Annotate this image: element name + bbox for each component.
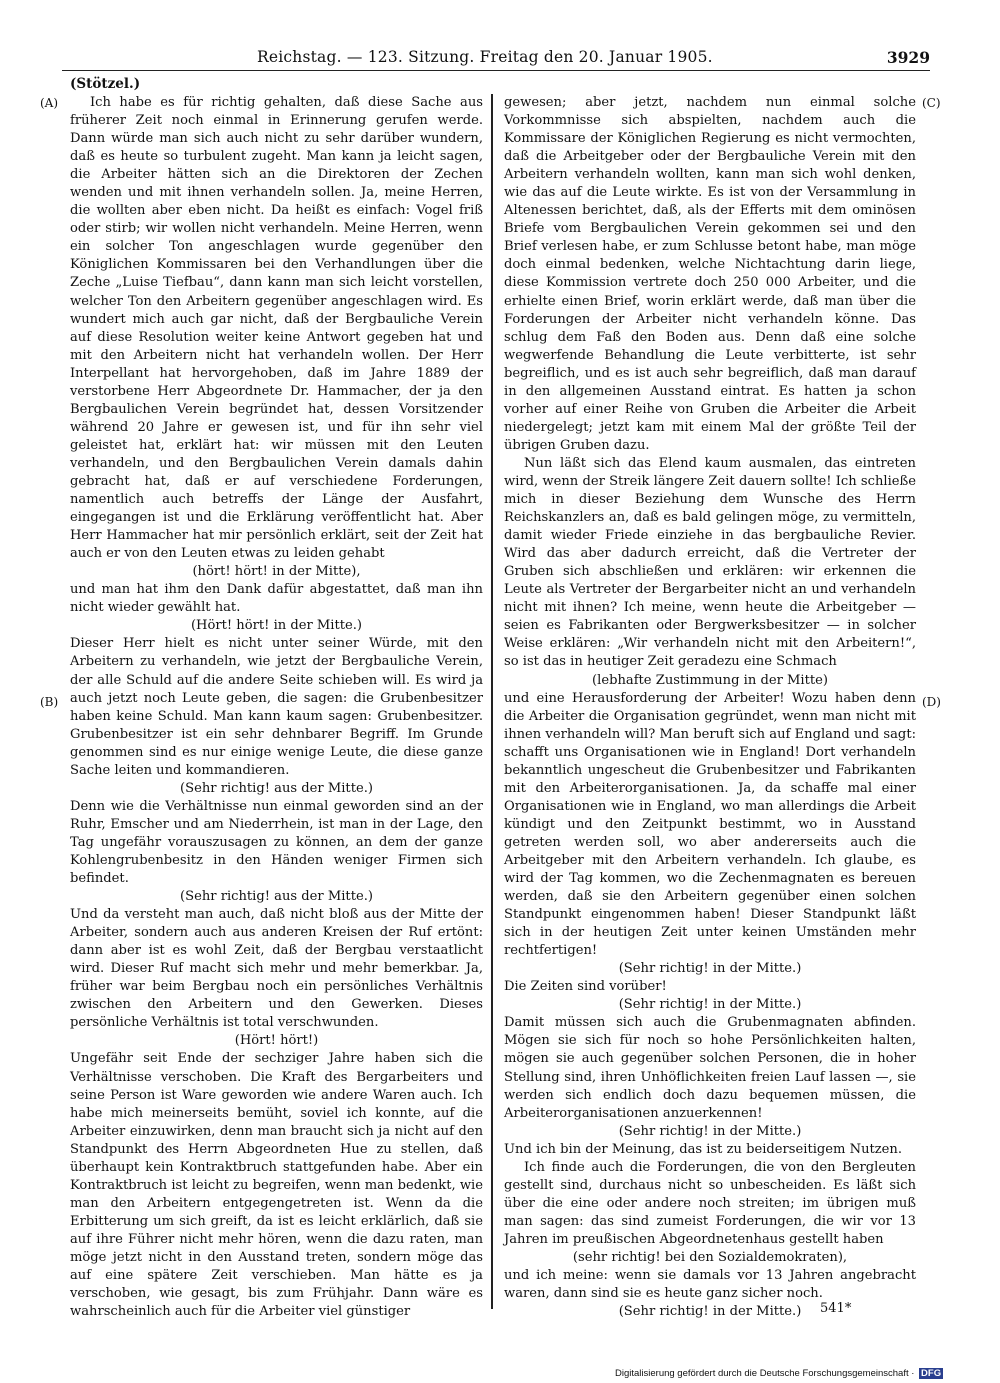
funding-footer	[615, 1368, 943, 1379]
margin-marker-b: (B)	[40, 695, 59, 709]
right-column	[504, 94, 916, 1321]
paragraph: Die Zeiten sind vorüber!	[504, 979, 667, 995]
interjection: (Hört! hört! in der Mitte.)	[190, 618, 363, 634]
signature-mark: 541*	[820, 1301, 852, 1316]
interjection: (Hört! hört!)	[234, 1033, 319, 1049]
interjection: (lebhafte Zustimmung in der Mitte)	[592, 672, 828, 688]
page-number: 3929	[886, 48, 930, 67]
margin-marker-c: (C)	[922, 96, 941, 110]
interjection: (Sehr richtig! aus der Mitte.)	[180, 780, 373, 796]
interjection: (Sehr richtig! in der Mitte.)	[618, 1123, 802, 1139]
paragraph: Ich finde auch die Forderungen, die von den Bergleuten gestellt sind, durchaus nicht so unbescheiden. Es läßt sich über die eine oder andere noch streiten; im übrigen muß man sagen: das sind zumeist Forderungen, die wir vor 13 Jahren im preußischen Abgeordnetenhaus gestellt haben	[504, 1159, 916, 1247]
margin-marker-a: (A)	[40, 96, 59, 110]
paragraph: Und da versteht man auch, daß nicht bloß aus der Mitte der Arbeiter, sondern auch aus anderen Kreisen der Ruf ertönt: dann aber ist es wohl Zeit, daß der Bergbau verstaatlicht wird. Dieser Ruf macht sich mehr und mehr bemerkbar. Ja, früher war beim Bergbau noch ein persönliches Verhältnis zwischen den Arbeitern und den Gewerken. Dieses persönliche Verhältnis ist total verschwunden.	[70, 907, 483, 1031]
left-column	[70, 94, 483, 1321]
header-rule	[62, 70, 930, 71]
paragraph: gewesen; aber jetzt, nachdem nun einmal solche Vorkommnisse sich abspielten, nachdem auch die Kommissare der Königlichen Regierung es nicht vermochten, daß die Arbeitgeber oder der Bergbauliche Verein mit den Arbeitern verhandeln wollten, kann man sich wohl denken, wie das auf die Leute wirkte. Es ist von der Versammlung in Altenessen berichtet, daß, als der Efferts mit dem ominösen Briefe vom Bergbaulichen Verein gekommen sei und den Brief verlesen habe, er zum Schlusse betont habe, man möge doch einmal bedenken, welche Nichtachtung darin liege, diese Kommission vertrete doch 250 000 Arbeiter, und die erhielte einen Brief, worin erklärt werde, daß man über die Forderungen der Arbeiter nicht verhandeln könne. Das schlug dem Faß den Boden aus. Denn daß eine solche wegwerfende Behandlung die Leute verbitterte, ist sehr begreiflich, und es ist auch sehr begreiflich, daß man darauf in den allgemeinen Ausstand eintrat. Es hatten ja schon vorher auf einer Reihe von Gruben die Arbeiter die Arbeit niedergelegt; jetzt kam mit einem Mal der größte Teil der übrigen Gruben dazu.	[504, 95, 916, 453]
interjection: (hört! hört! in der Mitte),	[192, 564, 361, 580]
paragraph: Nun läßt sich das Elend kaum ausmalen, das eintreten wird, wenn der Streik längere Zeit dauern sollte! Ich schließe mich in dieser Beziehung dem Wunsche des Herrn Reichskanzlers an, daß es bald gelingen möge, zu vermitteln, damit wieder Friede einziehe in das bergbauliche Revier. Wird das aber dadurch erreicht, daß die Vertreter der Gruben sich abschließen und erklären: wir erkennen die Leute als Vertreter der Bergarbeiter nicht an und verhandeln nicht mit ihnen? Ich meine, wenn heute die Arbeitgeber — seien es Fabrikanten oder Bergwerksbesitzer — in solcher Weise erklären: „Wir verhandeln nicht mit den Arbeitern!“, so ist das in heutiger Zeit geradezu eine Schmach	[504, 455, 916, 670]
paragraph: Denn wie die Verhältnisse nun einmal geworden sind an der Ruhr, Emscher und am Niederrhein, ist man in der Lage, den Tag ungefähr vorauszusagen zu können, an dem der ganze Kohlengrubenbesitz in den Händen weniger Firmen sich befindet.	[70, 798, 483, 887]
footer-text: Digitalisierung gefördert durch die Deutsche Forschungsgemeinschaft ·	[615, 1368, 915, 1379]
paragraph: und man hat ihm den Dank dafür abgestattet, daß man ihn nicht wieder gewählt hat.	[70, 582, 483, 616]
interjection: (Sehr richtig! in der Mitte.)	[618, 997, 802, 1013]
running-title: Reichstag. — 123. Sitzung. Freitag den 20. Januar 1905.	[257, 48, 713, 66]
interjection: (sehr richtig! bei den Sozialdemokraten),	[572, 1250, 848, 1265]
interjection: (Sehr richtig! in der Mitte.)	[618, 1304, 802, 1320]
paragraph: und eine Herausforderung der Arbeiter! Wozu haben denn die Arbeiter die Organisation gegründet, wenn man nicht mit ihnen verhandeln will? Man beruft sich auf England und sagt: schafft uns Organisationen wie in England! Dort verhandeln bekanntlich ungescheut die Grubenbesitzer und Fabrikanten mit den Arbeiterorganisationen. Ja, da schaffe mal einer Organisationen wie in England, wo man allerdings die Arbeit kündigt und den Zeitpunkt bestimmt, wo in Ausstand getreten werden soll, wo aber andererseits auch die Arbeitgeber mit den Arbeitern verhandeln. Ich glaube, es wird der Tag kommen, wo die Zechenmagnaten es bereuen werden, daß sie den Arbeitern gegenüber einen solchen Standpunkt eingenommen haben! Dieser Standpunkt läßt sich in der heutigen Zeit unter keinen Umständen mehr rechtfertigen!	[504, 690, 916, 959]
dfg-logo: DFG	[921, 1368, 942, 1379]
paragraph: Ungefähr seit Ende der sechziger Jahre haben sich die Verhältnisse verschoben. Die Kraft des Bergarbeiters und seine Person ist Ware geworden wie andere Waren auch. Ich habe mich meinerseits bemüht, soviel ich konnte, auf die Arbeiter einzuwirken, denn man braucht sich ja nicht auf den Standpunkt des Herrn Abgeordneten Hue zu stellen, daß überhaupt kein Kontraktbruch stattgefunden habe. Aber ein Kontraktbruch ist leicht zu begreifen, wenn man bedenkt, wie man den Arbeitern entgegengetreten ist. Wenn da die Erbitterung um sich greift, da ist es leicht erklärlich, daß sie auf ihre Führer nicht mehr hören, wenn die dazu raten, man möge jetzt nicht in den Ausstand treten, sondern möge das auf eine spätere Zeit verschieben. Man hätte es ja verschoben, wie gesagt, bis zum Frühjahr. Dann wäre es wahrscheinlich auch für die Arbeiter viel günstiger	[70, 1051, 483, 1320]
column-divider	[491, 94, 493, 1309]
margin-marker-d: (D)	[922, 695, 941, 709]
paragraph: Und ich bin der Meinung, das ist zu beiderseitigem Nutzen.	[504, 1141, 903, 1157]
speaker-name: (Stötzel.)	[70, 76, 141, 92]
interjection: (Sehr richtig! aus der Mitte.)	[180, 889, 373, 905]
paragraph: Damit müssen sich auch die Grubenmagnaten abfinden. Mögen sie sich für noch so hohe Persönlichkeiten halten, mögen sie auch gegenüber solchen Personen, die in hoher Stellung sind, ihren Unhöflichkeiten freien Lauf lassen —, sie werden sich endlich doch dazu bequemen müssen, die Arbeiterorganisationen anzuerkennen!	[504, 1015, 916, 1121]
interjection: (Sehr richtig! in der Mitte.)	[618, 961, 802, 977]
paragraph: Ich habe es für richtig gehalten, daß diese Sache aus früherer Zeit noch einmal in Erinnerung gerufen werde. Dann würde man sich auch nicht zu sehr darüber wundern, daß es heute so turbulent zugeht. Man kann ja leicht sagen, die Arbeiter hätten sich an die Direktoren der Zechen wenden und mit ihnen verhandeln sollen. Ja, meine Herren, die wollten aber eben nicht. Da heißt es einfach: Vogel friß oder stirb; wir wollen nicht verhandeln. Meine Herren, wenn ein solcher Ton angeschlagen wurde gegenüber den Königlichen Kommissaren bei den Verhandlungen über die Zeche „Luise Tiefbau“, dann kann man sich leicht vorstellen, welcher Ton den Arbeitern gegenüber angeschlagen wird. Es wundert mich auch gar nicht, daß der Bergbauliche Verein auf diese Resolution weiter keine Antwort gegeben hat und mit den Arbeitern nicht hat verhandeln wollen. Der Herr Interpellant hat hervorgehoben, daß im Jahre 1889 der verstorbene Herr Abgeordnete Dr. Hammacher, der ja den Bergbaulichen Verein begründet hat, dessen Vorsitzender während 20 Jahre er gewesen ist, und für ihn sehr viel geleistet hat, erklärt hat: wir müssen mit den Leuten verhandeln, und den Bergbaulichen Verein damals dahin gebracht hat, daß er auf verschiedene Forderungen, namentlich auch betreffs der Länge der Ausfahrt, eingegangen ist und die Erklärung veröffentlicht hat. Aber Herr Hammacher hat mir persönlich erklärt, seit der Zeit hat auch er von den Leuten etwas zu leiden gehabt	[70, 95, 483, 562]
paragraph: Dieser Herr hielt es nicht unter seiner Würde, mit den Arbeitern zu verhandeln, wie jetzt der Bergbauliche Verein, der alle Schuld auf die andere Seite schieben will. Es wird ja auch jetzt noch Leute geben, die sagen: die Grubenbesitzer haben keine Schuld. Man kann kaum sagen: Grubenbesitzer. Grubenbesitzer ist ein sehr dehnbarer Begriff. Im Grunde genommen sind es nur einige wenige Leute, die diese ganze Sache leiten und kommandieren.	[70, 636, 483, 778]
running-header	[62, 46, 930, 72]
paragraph: und ich meine: wenn sie damals vor 13 Jahren angebracht waren, dann sind sie es heute ganz sicher noch.	[504, 1268, 916, 1302]
